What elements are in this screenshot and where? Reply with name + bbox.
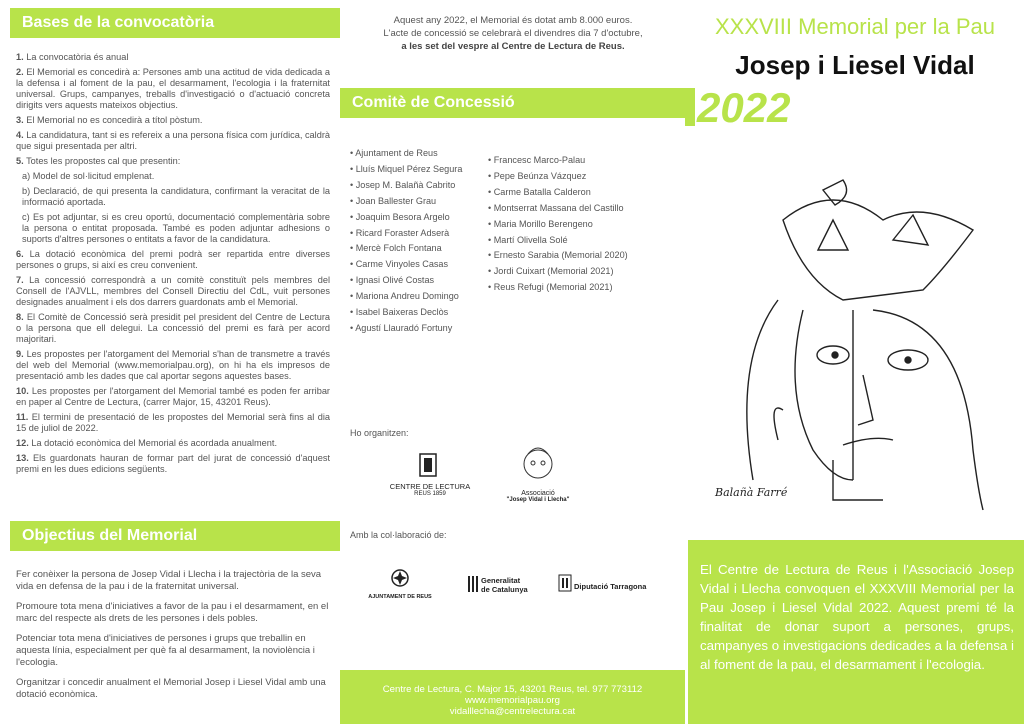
comite-member: • Ricard Foraster Adserà <box>350 226 462 242</box>
bases-item-text: Les propostes per l'atorgament del Memorial també es poden fer arribar en paper al Centre de Lectura, (carrer Major, 15, 43201 Reus). <box>16 386 330 407</box>
bases-item-text: El Memorial es concedirà a: Persones amb una actitud de vida dedicada a la defensa i al foment de la pau, el desarmament, l'ecologia i la fraternitat universal. Grups, campanyes, treballs d'investigació o d'actuació concreta dirigits vers aquests mateixos objectius. <box>16 67 330 110</box>
generalitat-line2: de Catalunya <box>481 585 528 594</box>
footer-email[interactable]: vidalllecha@centrelectura.cat <box>449 706 576 717</box>
bases-item-number: 5. <box>16 156 24 166</box>
bases-item-text: c) Es pot adjuntar, si es creu oportú, documentació complementària sobre la persona o entitat proposada. També es poden adjuntar adhesions o suports d'altres persones o entitats a favor de la candidatura. <box>22 212 330 244</box>
bases-item-number: 6. <box>16 249 24 259</box>
bases-item-text: Totes les propostes cal que presentin: <box>26 156 181 166</box>
cdl-name-text: CENTRE DE LECTURA <box>389 482 471 491</box>
comite-member: • Joan Ballester Grau <box>350 194 462 210</box>
intro-line1: Aquest any 2022, el Memorial és dotat amb 8.000 euros. <box>393 15 633 26</box>
bases-item-text: b) Declaració, de qui presenta la candidatura, confirmant la veracitat de la informació aportada. <box>22 186 330 207</box>
footer-contact <box>340 670 685 724</box>
ajuntament-logo-icon <box>390 568 410 588</box>
intro-line2 <box>360 27 666 40</box>
comite-member: • Isabel Baixeras Declòs <box>350 305 462 321</box>
bases-item <box>16 453 330 475</box>
bases-item <box>22 212 330 245</box>
bases-item-text: Les propostes per l'atorgament del Memorial s'han de transmetre a través del web del Memorial (www.memorialpau.org), on hi ha els impresos de presentació amb les dades que cal aportar segons aquestes bases. <box>16 349 330 381</box>
bases-header <box>10 8 340 38</box>
objectius-text <box>16 569 330 709</box>
bases-item-number: 8. <box>16 312 24 322</box>
cover-title-line2: Josep i Liesel Vidal <box>735 50 975 80</box>
associacio-logo-icon <box>518 436 558 484</box>
comite-member: • Joaquim Besora Argelo <box>350 210 462 226</box>
bases-item <box>22 171 330 182</box>
diputacio-logo-icon <box>558 574 572 592</box>
comite-header <box>340 88 685 118</box>
cover-blurb: El Centre de Lectura de Reus i l'Associació Josep Vidal i Llecha convoquen el XXXVIII Memorial per la Pau Josep i Liesel Vidal 2022. Aquest premi té la finalitat de donar suport a persones, grups, campanyes o investigacions dedicades a la defensa i al foment de la pau, el desarmament i l'ecologia. <box>700 562 1014 672</box>
bases-column <box>0 0 340 724</box>
cover-column <box>685 0 1024 724</box>
comite-member: • Carme Batalla Calderon <box>488 185 628 201</box>
assoc-name <box>500 490 576 503</box>
intro-line3: a les set del vespre al Centre de Lectura de Reus. <box>401 41 625 52</box>
comite-member: • Maria Morillo Berengeno <box>488 217 628 233</box>
bases-item-number: 2. <box>16 67 24 77</box>
comite-title: Comitè de Concessió <box>352 94 515 111</box>
bases-item-text: El termini de presentació de les propostes del Memorial serà fins al dia 15 de juliol de 2022. <box>16 412 331 433</box>
generalitat-logo-icon <box>468 576 478 592</box>
objectius-p3: Potenciar tota mena d'iniciatives de persones i grups que treballin en aquesta línia, especialment per què fa al desarmament, la noviolència i l'ecologia. <box>16 633 315 668</box>
bases-item-number: 12. <box>16 438 29 448</box>
bases-item-number: 1. <box>16 52 24 62</box>
bases-item <box>16 67 330 111</box>
bases-item <box>16 349 330 382</box>
collaboracio-label: Amb la col·laboració de: <box>350 530 447 540</box>
objectius-p4: Organitzar i concedir anualment el Memorial Josep i Liesel Vidal amb una dotació econòmica. <box>16 677 326 700</box>
bases-item-number: 9. <box>16 349 24 359</box>
organitzen-label: Ho organitzen: <box>350 428 409 438</box>
cover-blurb-box <box>688 540 1024 724</box>
bases-item-text: El Memorial no es concedirà a títol pòstum. <box>26 115 203 125</box>
bases-item-text: La concessió correspondrà a un comitè constituït pels membres del Consell de l'AJVLL, membres del Consell Directiu del CdL, vuit persones designades anualment i els dos darrers guardonats amb el Memorial. <box>16 275 330 307</box>
objectius-title: Objectius del Memorial <box>22 527 198 544</box>
comite-member: • Josep M. Balañà Cabrito <box>350 178 462 194</box>
bases-item-text: La candidatura, tant si es refereix a una persona física com jurídica, caldrà que sigui presentada per altri. <box>16 130 330 151</box>
bases-item <box>16 115 330 126</box>
comite-column <box>340 0 685 724</box>
bases-item <box>16 249 330 271</box>
comite-member: • Lluís Miquel Pérez Segura <box>350 162 462 178</box>
comite-member: • Reus Refugi (Memorial 2021) <box>488 280 628 296</box>
comite-member: • Pepe Beúnza Vázquez <box>488 169 628 185</box>
footer-address: Centre de Lectura, C. Major 15, 43201 Reus, tel. 977 773112 <box>382 684 643 695</box>
comite-member: • Francesc Marco-Palau <box>488 153 628 169</box>
footer-web[interactable]: www.memorialpau.org <box>465 695 560 706</box>
intro-line2-text: L'acte de concessió se celebrarà el divendres dia 7 d'octubre, <box>383 28 643 39</box>
bases-item <box>16 312 330 345</box>
objectius-p2: Promoure tota mena d'iniciatives a favor de la pau i el desarmament, en el marc del respecte als drets de les persones i dels pobles. <box>16 601 329 624</box>
bases-item <box>16 156 330 167</box>
comite-member: • Martí Olivella Solé <box>488 233 628 249</box>
generalitat-line1: Generalitat <box>481 576 521 585</box>
generalitat-name <box>481 576 528 594</box>
cdl-sub-text: REUS 1859 <box>414 491 446 497</box>
bases-item <box>16 130 330 152</box>
objectius-p1: Fer conèixer la persona de Josep Vidal i Llecha i la trajectòria de la seva vida en defensa de la pau i de la fraternitat universal. <box>16 569 322 592</box>
bases-item-number: 3. <box>16 115 24 125</box>
comite-member: • Carme Vinyoles Casas <box>350 257 462 273</box>
diputacio-name: Diputació Tarragona <box>574 582 647 591</box>
bases-item-text: a) Model de sol·licitud emplenat. <box>22 171 155 181</box>
comite-member: • Mercè Folch Fontana <box>350 241 462 257</box>
objectius-header <box>10 521 340 551</box>
year-bar <box>685 88 695 126</box>
comite-member: • Ignasi Olivé Costas <box>350 273 462 289</box>
bases-item-number: 11. <box>16 412 29 422</box>
bases-title: Bases de la convocatòria <box>22 14 215 31</box>
comite-member: • Jordi Cuixart (Memorial 2021) <box>488 264 628 280</box>
ajuntament-name: AJUNTAMENT DE REUS <box>368 594 432 600</box>
bases-item-text: La convocatòria és anual <box>26 52 129 62</box>
comite-member: • Agustí Llauradó Fortuny <box>350 321 462 337</box>
bases-list <box>16 52 330 479</box>
bases-item-text: Els guardonats hauran de formar part del jurat de concessió d'aquest premi en les dues edicions següents. <box>16 453 330 474</box>
assoc-name-text: Associació <box>521 490 555 497</box>
comite-list-right <box>488 153 628 296</box>
bases-item-number: 13. <box>16 453 29 463</box>
comite-member: • Mariona Andreu Domingo <box>350 289 462 305</box>
artist-signature: Balañà Farré <box>715 486 788 499</box>
bases-item-number: 7. <box>16 275 24 285</box>
bases-item <box>16 52 330 63</box>
cdl-logo-icon <box>418 452 438 478</box>
comite-list-left <box>350 146 462 337</box>
bases-item-number: 10. <box>16 386 29 396</box>
comite-member: • Ajuntament de Reus <box>350 146 462 162</box>
bases-item <box>16 275 330 308</box>
cover-year: 2022 <box>697 84 791 131</box>
cover-title-line1: XXXVIII Memorial per la Pau <box>714 14 995 39</box>
bases-item <box>22 186 330 208</box>
comite-member: • Ernesto Sarabia (Memorial 2020) <box>488 248 628 264</box>
bases-item-number: 4. <box>16 130 24 140</box>
bases-item-text: La dotació econòmica del premi podrà ser repartida entre diverses persones o grups, si així es creu convenient. <box>16 249 330 270</box>
bases-item-text: La dotació econòmica del Memorial és acordada anualment. <box>31 438 277 448</box>
portrait-drawing-icon <box>723 160 1013 530</box>
bases-item <box>16 438 330 449</box>
intro-note <box>360 14 666 53</box>
cdl-name <box>380 482 480 497</box>
bases-item <box>16 386 330 408</box>
assoc-sub-text: "Josep Vidal i Llecha" <box>506 497 570 503</box>
comite-member: • Montserrat Massana del Castillo <box>488 201 628 217</box>
bases-item-text: El Comitè de Concessió serà presidit pel president del Centre de Lectura o la persona que ell delegui. La concessió del premi es farà per acord majoritari. <box>16 312 330 344</box>
bases-item <box>16 412 330 434</box>
